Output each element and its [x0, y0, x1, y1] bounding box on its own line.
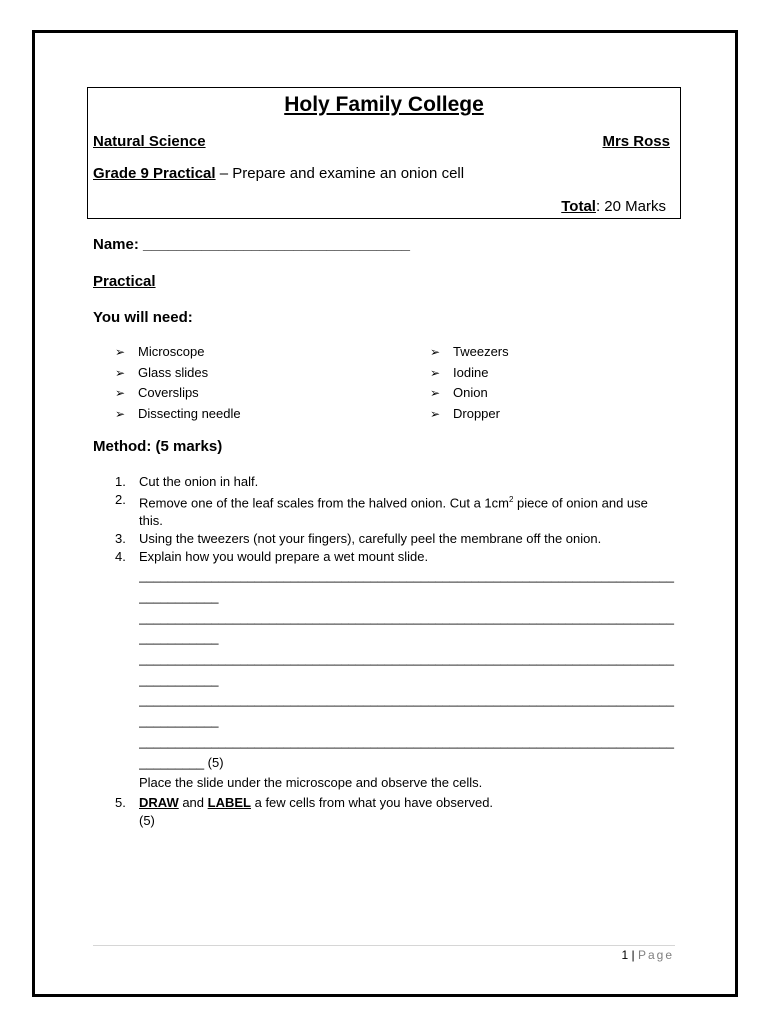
practical-title: – Prepare and examine an onion cell [215, 165, 465, 182]
list-item: ➢ Tweezers [430, 342, 509, 363]
grade-line [93, 165, 464, 182]
list-item: ➢ Dissecting needle [115, 404, 241, 425]
list-item: ➢ Coverslips [115, 383, 241, 404]
arrow-bullet-icon: ➢ [115, 386, 126, 400]
answer-line[interactable]: __________________________________________________________________________ [139, 692, 675, 708]
method-heading: Method: (5 marks) [93, 438, 223, 455]
step-1: 1. Cut the onion in half. [115, 474, 259, 489]
list-item: ➢ Iodine [430, 363, 509, 384]
step-5: 5. DRAW and LABEL a few cells from what you have observed. (5) [115, 794, 675, 830]
place-slide-instruction: Place the slide under the microscope and observe the cells. [139, 775, 483, 791]
answer-line-final[interactable]: _________ (5) [139, 754, 224, 770]
step-4: 4. Explain how you would prepare a wet mount slide. __________________________________________________________________________ ___________ __________________________________________________________________________ ___________ __________________________________________________________________________ ___________ __________________________________________________________________________ ___________ __________________________________________________________________________ _________ (5) Place the slide under the microscope and observe the cells. [115, 548, 675, 794]
subject-label: Natural Science [93, 133, 206, 150]
list-item: ➢ Onion [430, 383, 509, 404]
page-number: 1 [621, 948, 629, 962]
answer-line[interactable]: ___________ [139, 589, 219, 605]
total-marks: : 20 Marks [595, 198, 666, 215]
answer-line[interactable]: ___________ [139, 630, 219, 646]
materials-list-left [115, 342, 241, 424]
total-line [561, 198, 666, 215]
total-label: Total [561, 198, 596, 215]
arrow-bullet-icon: ➢ [430, 365, 441, 380]
name-field[interactable]: Name: ________________________________ [93, 236, 410, 253]
answer-line[interactable]: __________________________________________________________________________ [139, 651, 675, 667]
header-box [87, 87, 681, 219]
answer-line[interactable]: __________________________________________________________________________ [139, 568, 675, 584]
arrow-bullet-icon: ➢ [115, 345, 126, 359]
arrow-bullet-icon: ➢ [115, 365, 126, 380]
footer-divider [93, 945, 675, 946]
practical-heading: Practical [93, 273, 156, 290]
arrow-bullet-icon: ➢ [430, 386, 441, 400]
answer-line[interactable]: ___________ [139, 671, 219, 687]
list-item: ➢ Dropper [430, 404, 509, 425]
materials-list-right [430, 342, 509, 424]
step-2: 2. Remove one of the leaf scales from the halved onion. Cut a $1cm^2$ piece of onion and use this. [115, 492, 648, 529]
answer-line[interactable]: __________________________________________________________________________ [139, 733, 675, 749]
grade-label: Grade 9 Practical [93, 165, 216, 182]
step-5-marks: (5) [139, 812, 155, 828]
arrow-bullet-icon: ➢ [430, 406, 441, 421]
step-3: 3. Using the tweezers (not your fingers), carefully peel the membrane off the onion. [115, 531, 602, 547]
list-item: ➢ Glass slides [115, 363, 241, 384]
arrow-bullet-icon: ➢ [430, 345, 441, 359]
arrow-bullet-icon: ➢ [115, 406, 126, 421]
answer-line[interactable]: ___________ [139, 713, 219, 729]
page-footer: 1 | Page [621, 948, 674, 962]
method-steps [115, 473, 675, 830]
page-word: Page [637, 948, 674, 962]
school-title: Holy Family College [284, 93, 484, 116]
teacher-label: Mrs Ross [602, 133, 670, 150]
you-will-need-heading: You will need: [93, 309, 193, 326]
answer-line[interactable]: __________________________________________________________________________ [139, 609, 675, 625]
list-item: ➢ Microscope [115, 342, 241, 363]
